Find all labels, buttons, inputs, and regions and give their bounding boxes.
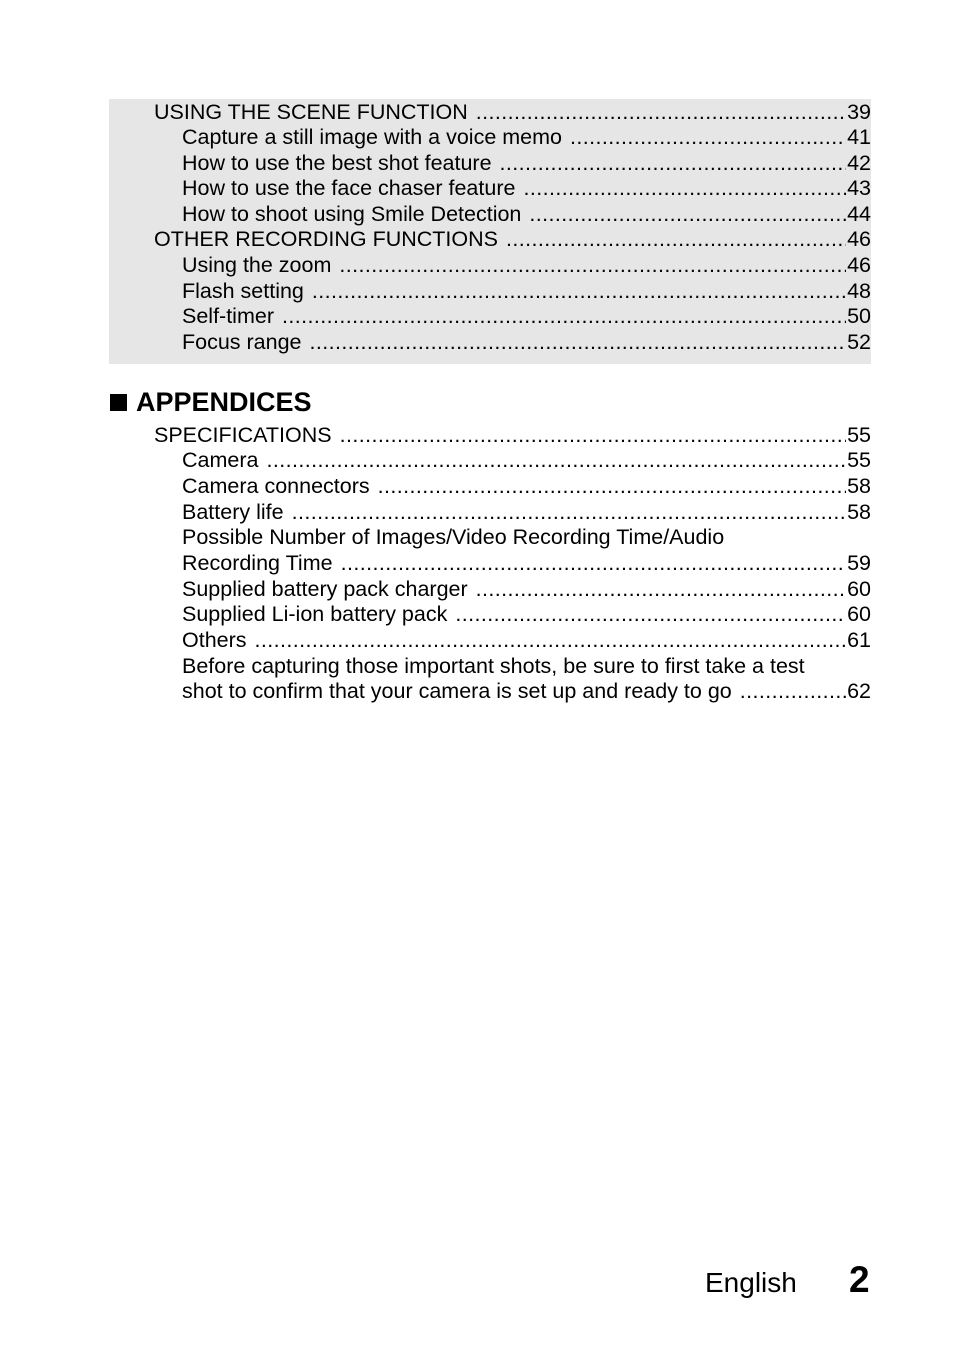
toc-entry-page: 46 <box>847 227 871 251</box>
toc-entry-page: 55 <box>847 448 871 472</box>
toc-entry-title: How to use the face chaser feature <box>182 176 516 200</box>
toc-entry[interactable] <box>182 150 871 176</box>
dot-leader <box>523 175 846 201</box>
dot-leader <box>455 601 846 627</box>
toc-entry[interactable] <box>182 252 871 278</box>
toc-entry[interactable] <box>182 278 871 304</box>
toc-entry-page: 52 <box>847 330 871 354</box>
toc-entry-page: 44 <box>847 202 871 226</box>
toc-entry-title: Capture a still image with a voice memo <box>182 125 562 149</box>
toc-entry-page: 59 <box>847 551 871 575</box>
toc-entry[interactable] <box>182 201 871 227</box>
footer-language: English <box>705 1267 797 1298</box>
toc-entry-title: Self-timer <box>182 304 274 328</box>
square-bullet-icon <box>110 394 127 411</box>
toc-entry[interactable] <box>182 627 871 653</box>
dot-leader <box>341 550 847 576</box>
toc-entry[interactable] <box>182 175 871 201</box>
dot-leader <box>570 124 846 150</box>
dot-leader <box>339 252 846 278</box>
dot-leader <box>340 422 846 448</box>
toc-entry[interactable] <box>182 550 871 576</box>
toc-entry[interactable] <box>182 447 871 473</box>
toc-entry-title: Supplied Li-ion battery pack <box>182 602 448 626</box>
toc-entry-page: 41 <box>847 125 871 149</box>
toc-entry-title-line[interactable]: Before capturing those important shots, be sure to first take a test <box>182 654 805 678</box>
toc-entry-title: Camera connectors <box>182 474 370 498</box>
toc-entry[interactable] <box>154 99 871 125</box>
toc-entry-page: 60 <box>847 602 871 626</box>
toc-entry[interactable] <box>154 422 871 448</box>
toc-entry-title: Supplied battery pack charger <box>182 577 468 601</box>
toc-entry-page: 62 <box>847 679 871 703</box>
toc-entry-title: Battery life <box>182 500 284 524</box>
page-number: 2 <box>849 1259 870 1300</box>
toc-entry[interactable] <box>154 226 871 252</box>
toc-entry-page: 42 <box>847 151 871 175</box>
toc-entry-page: 58 <box>847 500 871 524</box>
toc-entry-page: 39 <box>847 100 871 124</box>
dot-leader <box>500 150 847 176</box>
toc-entry[interactable] <box>182 499 871 525</box>
toc-entry-title: Flash setting <box>182 279 304 303</box>
dot-leader <box>476 99 846 125</box>
toc-entry-page: 55 <box>847 423 871 447</box>
toc-entry[interactable] <box>182 576 871 602</box>
toc-entry[interactable] <box>182 124 871 150</box>
dot-leader <box>740 678 846 704</box>
dot-leader <box>529 201 846 227</box>
toc-entry[interactable] <box>182 303 871 329</box>
toc-entry-title: Camera <box>182 448 259 472</box>
dot-leader <box>310 329 847 355</box>
toc-entry-page: 48 <box>847 279 871 303</box>
dot-leader <box>312 278 846 304</box>
dot-leader <box>282 303 846 329</box>
toc-entry-title: Using the zoom <box>182 253 332 277</box>
toc-entry-title: Others <box>182 628 247 652</box>
dot-leader <box>506 226 846 252</box>
toc-entry-page: 46 <box>847 253 871 277</box>
toc-entry-title: USING THE SCENE FUNCTION <box>154 100 468 124</box>
toc-entry-title-line[interactable]: Possible Number of Images/Video Recording Time/Audio <box>182 525 725 549</box>
toc-entry[interactable] <box>182 473 871 499</box>
toc-entry-title: How to use the best shot feature <box>182 151 492 175</box>
dot-leader <box>255 627 847 653</box>
toc-entry-title: SPECIFICATIONS <box>154 423 332 447</box>
toc-entry[interactable] <box>182 329 871 355</box>
toc-entry-page: 43 <box>847 176 871 200</box>
dot-leader <box>266 447 846 473</box>
toc-entry-page: 50 <box>847 304 871 328</box>
dot-leader <box>292 499 847 525</box>
toc-entry-title: shot to confirm that your camera is set up and ready to go <box>182 679 732 703</box>
toc-entry-title: Recording Time <box>182 551 333 575</box>
toc-entry[interactable] <box>182 678 871 704</box>
appendices-heading-text: APPENDICES <box>136 387 312 417</box>
toc-entry-title: OTHER RECORDING FUNCTIONS <box>154 227 498 251</box>
toc-entry-title: How to shoot using Smile Detection <box>182 202 522 226</box>
dot-leader <box>476 576 846 602</box>
toc-entry-page: 61 <box>847 628 871 652</box>
toc-entry[interactable] <box>182 601 871 627</box>
dot-leader <box>378 473 846 499</box>
toc-entry-page: 60 <box>847 577 871 601</box>
toc-entry-title: Focus range <box>182 330 302 354</box>
appendices-heading <box>110 386 312 418</box>
toc-entry-page: 58 <box>847 474 871 498</box>
